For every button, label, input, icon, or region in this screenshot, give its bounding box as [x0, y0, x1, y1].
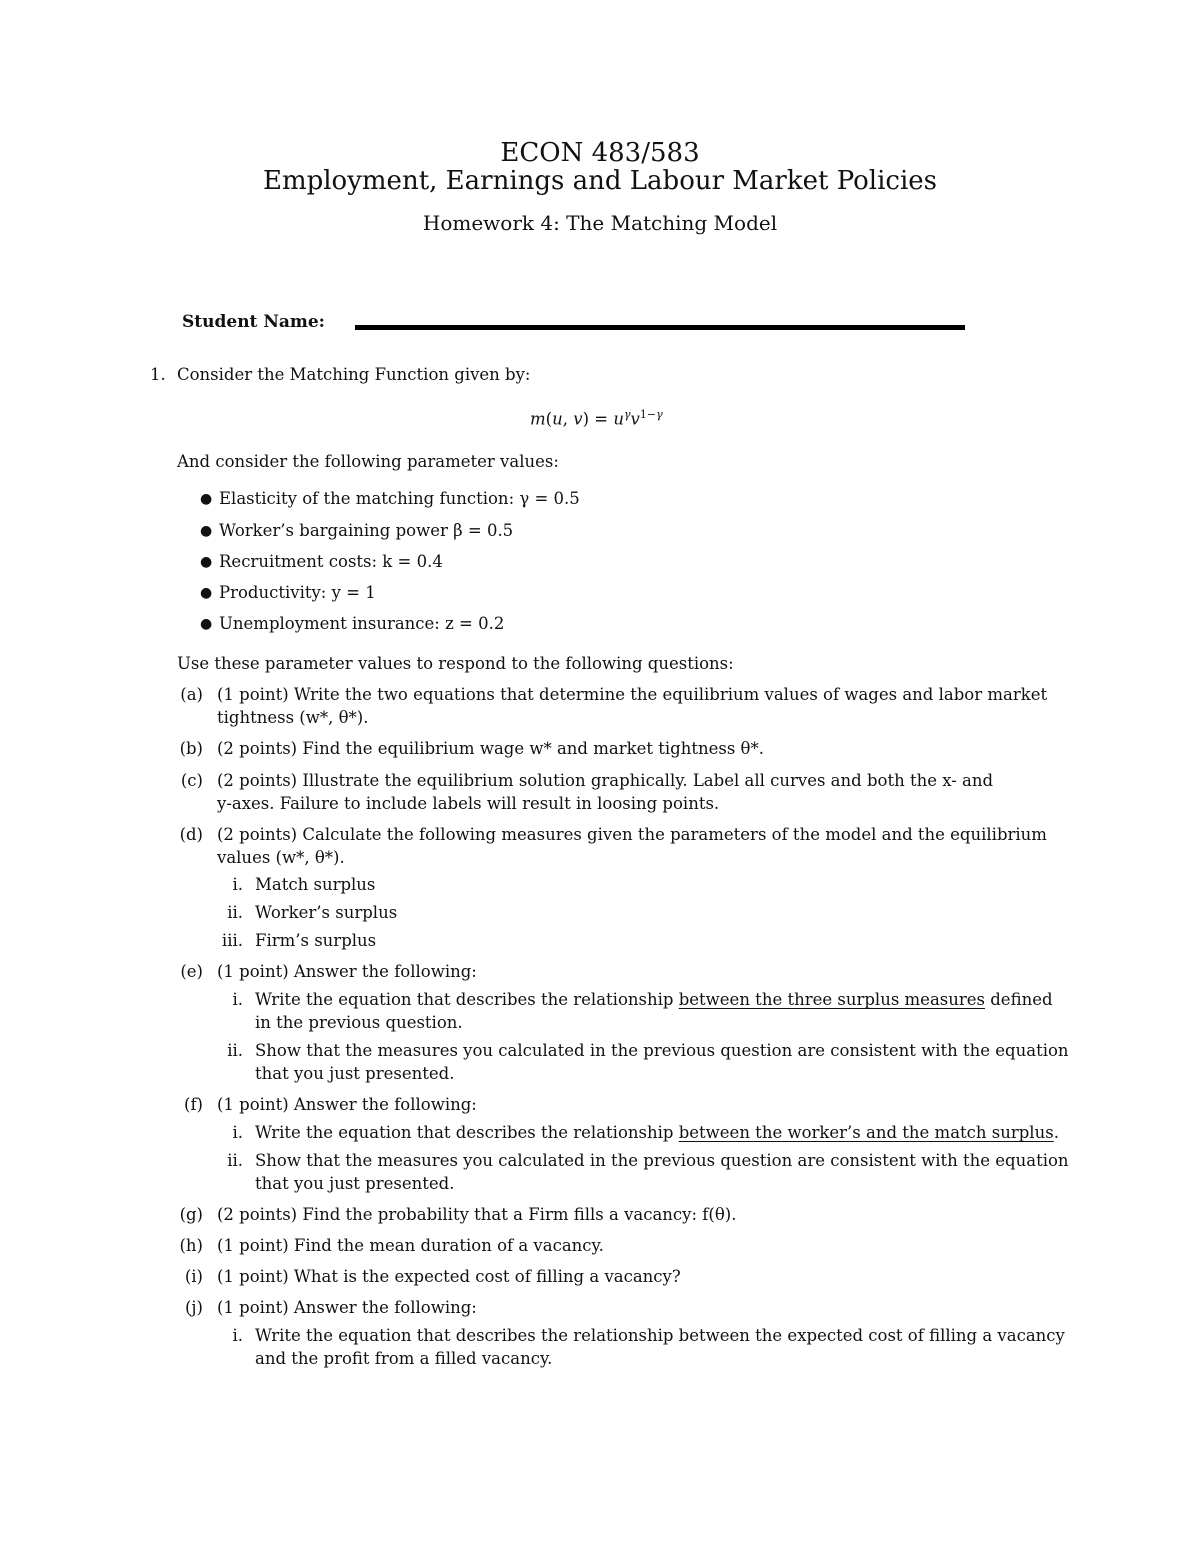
part-g-label: (g)	[179, 1205, 203, 1224]
sub-item-text: Match surplus	[255, 875, 376, 894]
bullet-icon: ●	[200, 616, 213, 632]
sub-item-label: ii.	[227, 1041, 243, 1060]
question-intro: Consider the Matching Function given by:	[177, 365, 531, 384]
sub-item-text-cont: that you just presented.	[255, 1064, 455, 1083]
sub-item-text-part: .	[1053, 1123, 1059, 1142]
part-b-text: (2 points) Find the equilibrium wage w* and market tightness θ*.	[217, 739, 764, 758]
part-i-label: (i)	[184, 1267, 203, 1286]
part-g-text: (2 points) Find the probability that a Firm fills a vacancy: f(θ).	[217, 1205, 737, 1224]
question-number: 1.	[150, 365, 166, 384]
part-c-text-cont: y-axes. Failure to include labels will result in loosing points.	[217, 794, 720, 813]
homework-title: Homework 4: The Matching Model	[422, 211, 778, 235]
part-e-label: (e)	[180, 962, 203, 981]
sub-item-label: i.	[232, 1123, 243, 1142]
parameter-item: Recruitment costs: k = 0.4	[219, 552, 443, 571]
part-d-text: (2 points) Calculate the following measures given the parameters of the model and the equilibrium	[217, 825, 1047, 844]
equation-emphasis: equation	[338, 1123, 412, 1142]
sub-item-label: iii.	[221, 931, 243, 950]
sub-item-text: Worker’s surplus	[255, 903, 398, 922]
sub-item-text-part: that describes the relationship	[411, 990, 679, 1009]
sub-item-text	[255, 1123, 1059, 1142]
sub-item-text-part: Write the	[255, 1123, 339, 1142]
part-h-label: (h)	[179, 1236, 203, 1255]
part-b-label: (b)	[179, 739, 203, 758]
use-intro: Use these parameter values to respond to the following questions:	[177, 654, 734, 673]
sub-item-label: ii.	[227, 1151, 243, 1170]
part-f-label: (f)	[184, 1095, 203, 1114]
parameter-item: Productivity: y = 1	[219, 583, 376, 602]
parameters-intro: And consider the following parameter values:	[177, 452, 559, 471]
student-name-label: Student Name:	[182, 312, 325, 332]
part-i-text: (1 point) What is the expected cost of filling a vacancy?	[217, 1267, 681, 1286]
bullet-icon: ●	[200, 585, 213, 601]
sub-item-text-cont: in the previous question.	[255, 1013, 463, 1032]
part-f-text: (1 point) Answer the following:	[217, 1095, 477, 1114]
part-j-text: (1 point) Answer the following:	[217, 1298, 477, 1317]
part-d-text-cont: values (w*, θ*).	[217, 848, 345, 867]
sub-item-text-cont: and the profit from a filled vacancy.	[255, 1349, 553, 1368]
part-j-label: (j)	[185, 1298, 203, 1317]
sub-item-text	[255, 990, 1053, 1009]
sub-item-label: ii.	[227, 903, 243, 922]
matching-function-equation: m(u, $v) = u^\gamma v^{1-\gamma}$	[530, 408, 663, 429]
course-code: ECON 483/583	[500, 138, 700, 168]
student-name-line[interactable]	[355, 325, 965, 330]
course-title: Employment, Earnings and Labour Market Policies	[262, 166, 938, 196]
part-c-text: (2 points) Illustrate the equilibrium solution graphically. Label all curves and both the x- and	[217, 771, 994, 790]
part-h-text: (1 point) Find the mean duration of a vacancy.	[217, 1236, 604, 1255]
underlined-phrase: between the three surplus measures	[678, 990, 985, 1009]
part-a-text-cont: tightness (w*, θ*).	[217, 708, 369, 727]
sub-item-label: i.	[232, 990, 243, 1009]
part-a-text: (1 point) Write the two equations that determine the equilibrium values of wages and labor market	[217, 685, 1048, 704]
sub-item-text: Write the equation that describes the relationship between the expected cost of filling a vacancy	[255, 1326, 1065, 1345]
part-a-label: (a)	[180, 685, 203, 704]
part-d-label: (d)	[179, 825, 203, 844]
sub-item-text: Show that the measures you calculated in the previous question are consistent with the equation	[255, 1151, 1069, 1170]
sub-item-label: i.	[232, 1326, 243, 1345]
sub-item-text: Firm’s surplus	[255, 931, 377, 950]
bullet-icon: ●	[200, 491, 213, 507]
part-e-text: (1 point) Answer the following:	[217, 962, 477, 981]
parameter-item: Unemployment insurance: z = 0.2	[219, 614, 505, 633]
parameter-item: Worker’s bargaining power β = 0.5	[219, 521, 514, 540]
sub-item-label: i.	[232, 875, 243, 894]
sub-item-text-part: defined	[985, 990, 1053, 1009]
sub-item-text-part: Write the	[255, 990, 339, 1009]
equation-emphasis: equation	[338, 990, 412, 1009]
sub-item-text-part: that describes the relationship	[411, 1123, 679, 1142]
sub-item-text: Show that the measures you calculated in the previous question are consistent with the equation	[255, 1041, 1069, 1060]
bullet-icon: ●	[200, 554, 213, 570]
sub-item-text-cont: that you just presented.	[255, 1174, 455, 1193]
bullet-icon: ●	[200, 523, 213, 539]
underlined-phrase: between the worker’s and the match surplus	[678, 1123, 1054, 1142]
parameter-item: Elasticity of the matching function: γ = 0.5	[219, 489, 580, 508]
part-c-label: (c)	[180, 771, 203, 790]
